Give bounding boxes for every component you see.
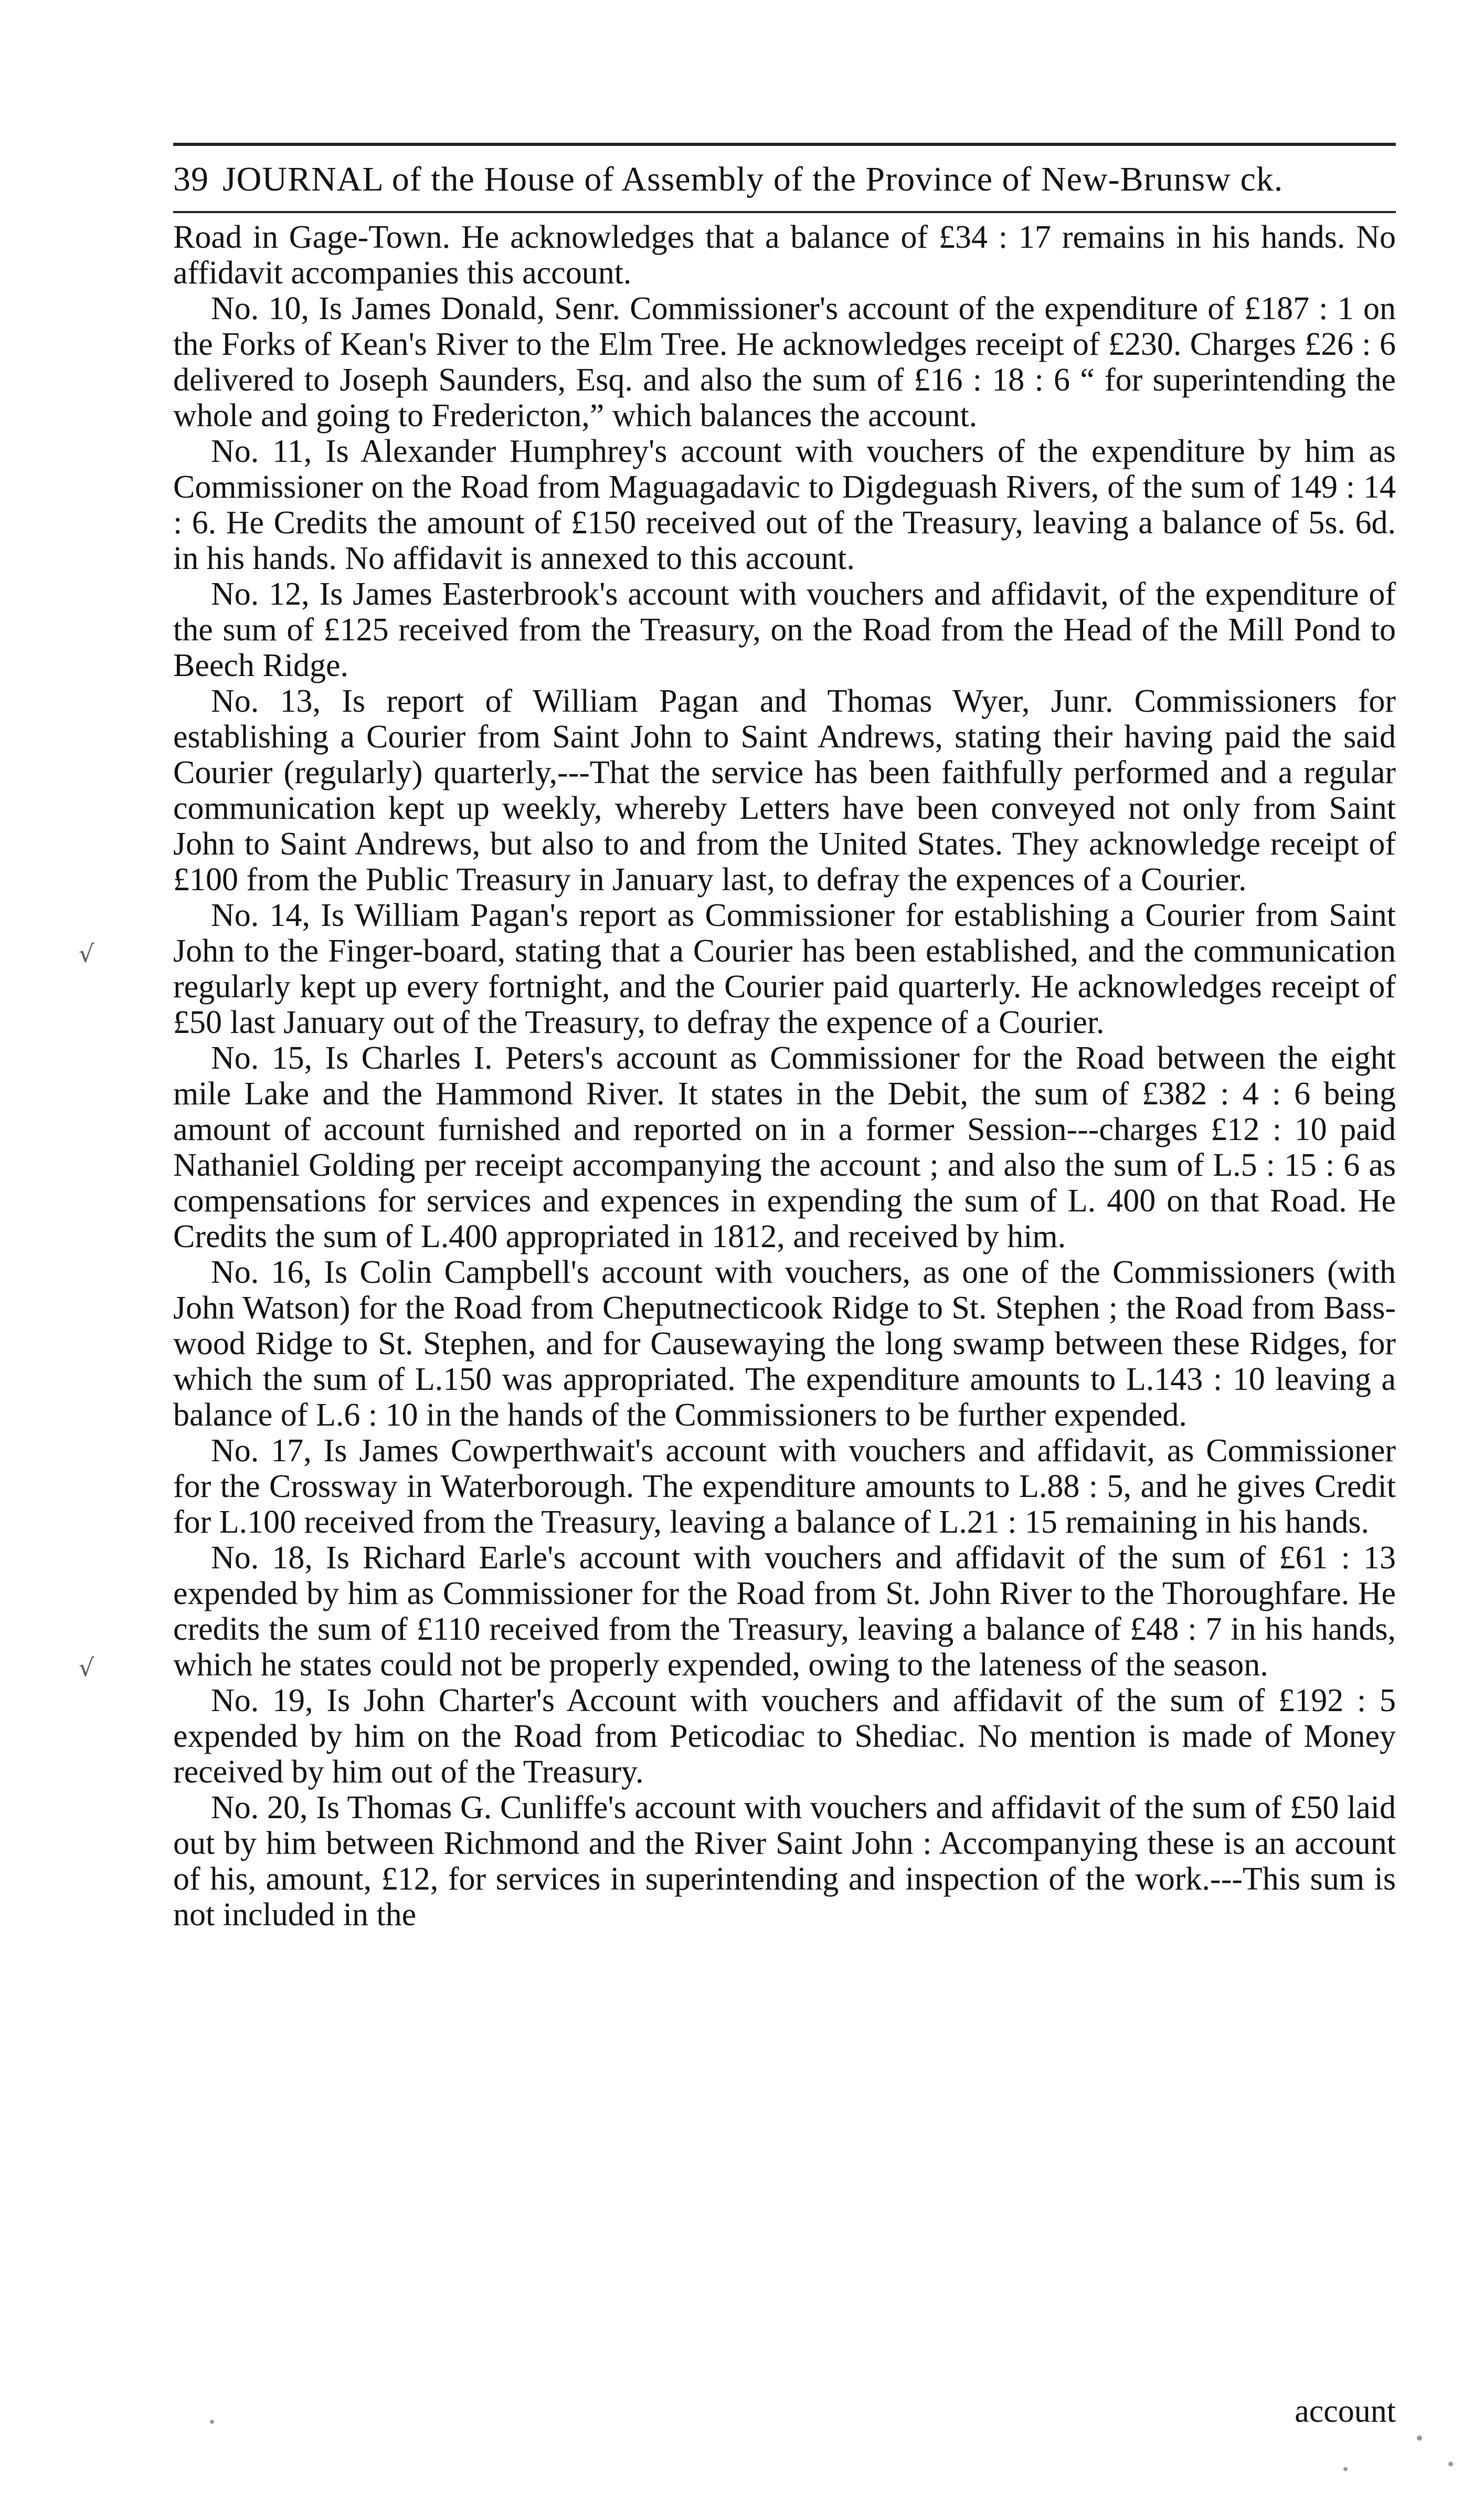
catchword: account [1295, 2393, 1396, 2429]
paragraph-no-12: No. 12, Is James Easterbrook's account with vouchers and affidavit, of the expenditure of the sum of £125 received from the Treasury, on the Road from the Head of the Mill Pond to Beech Ridge. [173, 576, 1396, 683]
header-title: JOURNAL of the House of Assembly of the Province of New-Brunsw ck. [222, 160, 1284, 198]
margin-check-mark: √ [79, 1653, 94, 1682]
running-header [173, 148, 1396, 211]
paragraph-continuation: Road in Gage-Town. He acknowledges that a balance of £34 : 17 remains in his hands. No affidavit accompanies this account. [173, 219, 1396, 291]
paragraph-no-15: No. 15, Is Charles I. Peters's account as Commissioner for the Road between the eight mile Lake and the Hammond River. It states in the Debit, the sum of £382 : 4 : 6 being amount of account furnished and reported on in a former Session---charges £12 : 10 paid Nathaniel Golding per receipt accompanying the account ; and also the sum of L.5 : 15 : 6 as compensations for services and expences in expending the sum of L. 400 on that Road. He Credits the sum of L.400 appropriated in 1812, and received by him. [173, 1040, 1396, 1254]
paragraph-no-17: No. 17, Is James Cowperthwait's account with vouchers and affidavit, as Commissioner for the Crossway in Waterborough. The expenditure amounts to L.88 : 5, and he gives Credit for L.100 received from the Treasury, leaving a balance of L.21 : 15 remaining in his hands. [173, 1433, 1396, 1540]
paragraph-no-18: No. 18, Is Richard Earle's account with vouchers and affidavit of the sum of £61 : 13 expended by him as Commissioner for the Road from St. John River to the Thoroughfare. He credits the sum of £110 received from the Treasury, leaving a balance of £48 : 7 in his hands, which he states could not be properly expended, owing to the lateness of the season. [173, 1540, 1396, 1683]
paragraph-no-16: No. 16, Is Colin Campbell's account with vouchers, as one of the Commissioners (with John Watson) for the Road from Cheputnecticook Ridge to St. Stephen ; the Road from Bass-wood Ridge to St. Stephen, and for Causewaying the long swamp between these Ridges, for which the sum of L.150 was appropriated. The expenditure amounts to L.143 : 10 leaving a balance of L.6 : 10 in the hands of the Commissioners to be further expended. [173, 1254, 1396, 1433]
top-rule [173, 143, 1396, 146]
paragraph-no-10: No. 10, Is James Donald, Senr. Commissioner's account of the expenditure of £187 : 1 on the Forks of Kean's River to the Elm Tree. He acknowledges receipt of £230. Charges £26 : 6 delivered to Joseph Saunders, Esq. and also the sum of £16 : 18 : 6 “ for superintending the whole and going to Fredericton,” which balances the account. [173, 291, 1396, 434]
page-number: 39 [173, 160, 209, 198]
print-speck [1343, 2467, 1348, 2471]
paragraph-no-11: No. 11, Is Alexander Humphrey's account with vouchers of the expenditure by him as Commissioner on the Road from Maguagadavic to Digdeguash Rivers, of the sum of 149 : 14 : 6. He Credits the amount of £150 received out of the Treasury, leaving a balance of 5s. 6d. in his hands. No affidavit is annexed to this account. [173, 434, 1396, 576]
margin-check-mark: √ [79, 940, 94, 968]
print-speck [1417, 2435, 1422, 2441]
header-rule [173, 211, 1396, 213]
print-speck [210, 2420, 214, 2424]
paragraph-no-13: No. 13, Is report of William Pagan and Thomas Wyer, Junr. Commissioners for establishing a Courier from Saint John to Saint Andrews, stating their having paid the said Courier (regularly) quarterly,---That the service has been faithfully performed and a regular communication kept up weekly, whereby Letters have been conveyed not only from Saint John to Saint Andrews, but also to and from the United States. They acknowledge receipt of £100 from the Public Treasury in January last, to defray the expences of a Courier. [173, 683, 1396, 898]
paragraph-no-20: No. 20, Is Thomas G. Cunliffe's account with vouchers and affidavit of the sum of £50 laid out by him between Richmond and the River Saint John : Accompanying these is an account of his, amount, £12, for services in superintending and inspection of the work.---This sum is not included in the [173, 1790, 1396, 1933]
journal-body [173, 219, 1396, 2371]
paragraph-no-14: No. 14, Is William Pagan's report as Commissioner for establishing a Courier from Saint John to the Finger-board, stating that a Courier has been established, and the communication regularly kept up every fortnight, and the Courier paid quarterly. He acknowledges receipt of £50 last January out of the Treasury, to defray the expence of a Courier. [173, 898, 1396, 1040]
paragraph-no-19: No. 19, Is John Charter's Account with vouchers and affidavit of the sum of £192 : 5 expended by him on the Road from Peticodiac to Shediac. No mention is made of Money received by him out of the Treasury. [173, 1683, 1396, 1790]
print-speck [1448, 2462, 1453, 2466]
